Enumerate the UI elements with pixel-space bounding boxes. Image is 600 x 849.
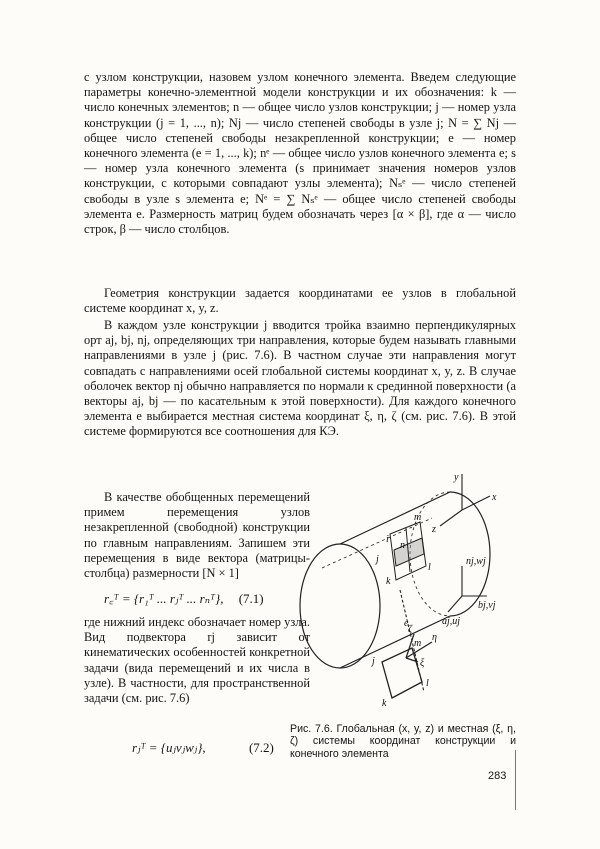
figure-caption: Рис. 7.6. Глобальная (x, y, z) и местная (ξ, η, ζ) системы координат конструкции и конечного элемента [290, 723, 516, 760]
label-i-top: i [386, 534, 389, 545]
element-patch [390, 522, 426, 580]
paragraph-subvector: где нижний индекс обозначает номер узла. Вид подвектора rj зависит от кинематических особенностей конкретной задачи (вида перемещений и их числа в узле). В частности, для пространственной задачи (см. рис. 7.6) [84, 615, 310, 706]
equation-7-1-number: (7.1) [238, 591, 264, 606]
label-nj: nj,wj [466, 556, 486, 567]
axis-z [440, 510, 462, 526]
label-aj: aj,uj [442, 616, 461, 627]
label-z: z [432, 524, 436, 535]
vector-aj [448, 596, 462, 612]
paragraph-geometry: Геометрия конструкции задается координатами ее узлов в глобальной системе координат x, y, z. [84, 286, 516, 316]
paragraph-directions: В каждом узле конструкции j вводится тройка взаимно перпендикулярных орт aj, bj, nj, определяющих три направления, которые будем называть главными направлениями в узле j (рис. 7.6). В частном случае эти направления могут совпадать с направлениями осей глобальной системы координат x, y, z. В случае оболочек вектор nj обычно направляется по нормали к срединной поверхности (а векторы aj, bj — по касательным к этой поверхности). Для каждого конечного элемента e выбирается местная система координат ξ, η, ζ (см. рис. 7.6). В этой системе формируются все соотношения для КЭ. [84, 318, 516, 439]
equation-7-2-body: rⱼᵀ = {uⱼvⱼwⱼ}, [132, 740, 206, 755]
local-element-quad [382, 648, 422, 698]
label-e: e [404, 618, 409, 629]
label-l-top: l [428, 562, 431, 573]
cylinder-front-ellipse [300, 544, 380, 668]
equation-7-1-body: r꜀ᵀ = {r₁ᵀ ... rⱼᵀ ... rₙᵀ}, [104, 591, 224, 606]
paragraph-displacements: В качестве обобщенных перемещений примем перемещения узлов незакрепленной (свободной) конструкции по главным направлениям. Запишем эти перемещения в виде вектора (матрицы-столбца) размерности [N × 1] [84, 490, 310, 581]
label-xi: ξ [420, 658, 425, 669]
equation-7-2-number: (7.2) [248, 740, 274, 755]
figure-labels [370, 472, 497, 709]
cylinder-back-arc [450, 492, 490, 616]
label-bj: bj,vj [478, 600, 496, 611]
label-j-bot: j [372, 656, 375, 667]
equation-7-1 [104, 589, 264, 607]
label-y: y [454, 472, 459, 483]
label-n-top: n [400, 540, 405, 551]
paragraph-params: с узлом конструкции, назовем узлом конечного элемента. Введем следующие параметры конечно-элементной модели конструкции и их обозначения: k — число конечных элементов; n — общее число узлов конструкции; j — номер узла конструкции (j = 1, ..., n); Nj — число степеней свободы в узле j; N = ∑ Nj — общее число степеней свободы незакрепленной конструкции; e — номер конечного элемента (e = 1, ..., k); nᵉ — общее число узлов конечного элемента e; s — номер узла конечного элемента (s принимает значения номеров узлов конструкции, с которыми совпадают узлы элемента); Nₛᵉ — число степеней свободы в узле s элемента e; Nᵉ = ∑ Nₛᵉ — общее число степеней свободы элемента e. Размерность матриц будем обозначать через [α × β], где α — число строк, β — число столбцов. [84, 70, 516, 237]
margin-rule [515, 750, 516, 810]
node-vectors [400, 566, 487, 692]
label-zeta: ζ [408, 624, 413, 635]
label-l-bot: l [426, 678, 429, 689]
page-number: 283 [488, 770, 507, 782]
label-eta: η [432, 632, 437, 643]
axis-x [462, 496, 490, 510]
local-element [382, 634, 432, 698]
label-k-top: k [386, 576, 391, 587]
label-x: x [492, 492, 497, 503]
equation-7-2 [132, 740, 274, 756]
label-m-top: m [414, 512, 422, 523]
label-m-bot: m [414, 638, 422, 649]
figure-7-6 [282, 466, 518, 716]
cylinder-top-edge [340, 492, 450, 544]
label-k-bot: k [382, 698, 387, 709]
label-j-top: j [376, 554, 379, 565]
